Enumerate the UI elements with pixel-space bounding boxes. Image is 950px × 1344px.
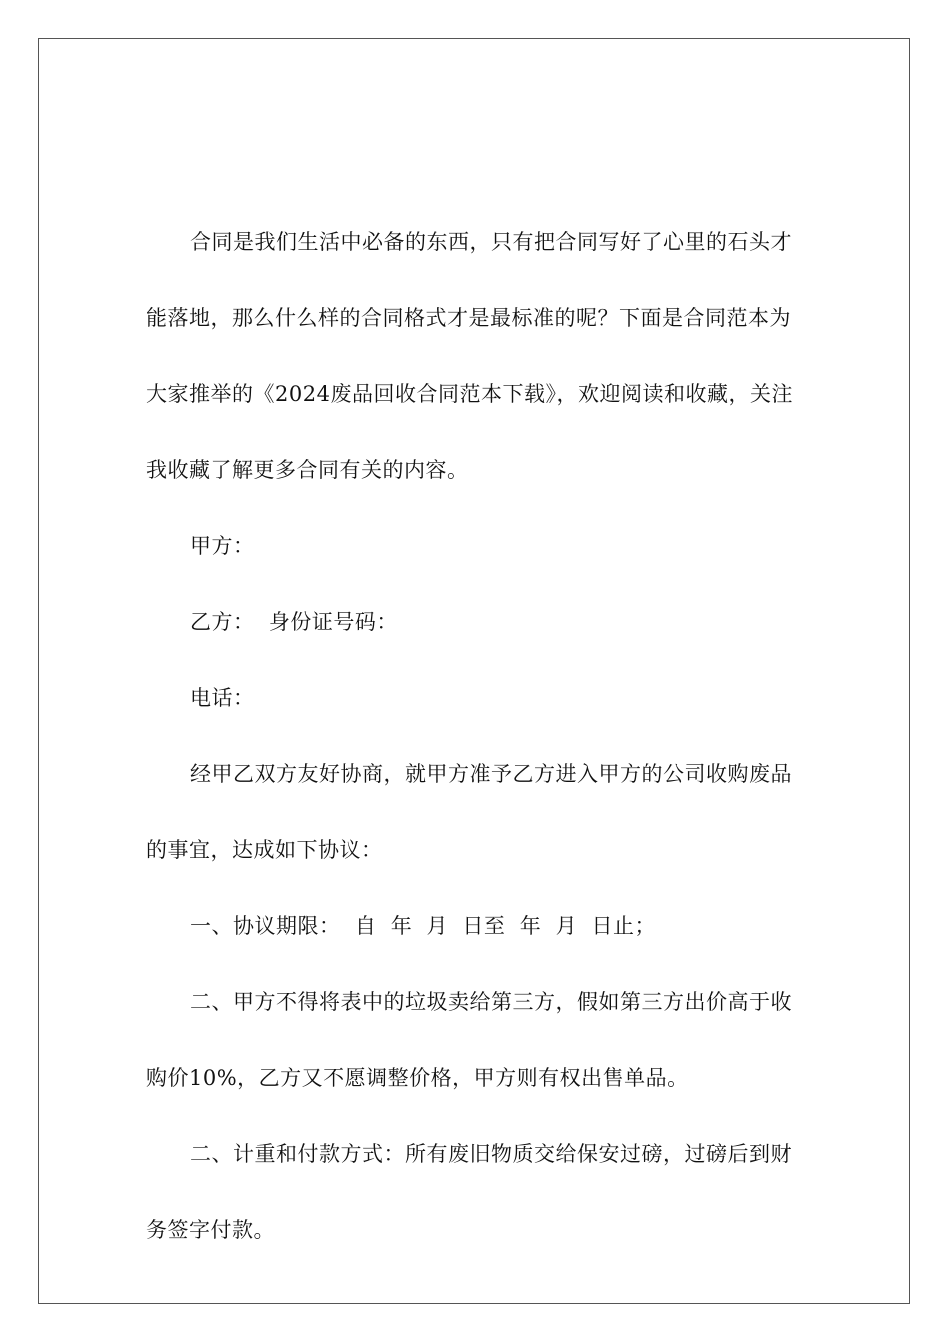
clause-term: 一、协议期限： 自 年 月 日至 年 月 日止； [190, 914, 656, 938]
intro-paragraph: 合同是我们生活中必备的东西，只有把合同写好了心里的石头才能落地，那么什么样的合同格式才是最标准的呢？下面是合同范本为大家推举的《2024废品回收合同范本下载》，欢迎阅读和收藏，关注我收藏了解更多合同有关的内容。 [146, 230, 793, 482]
document-body [146, 204, 806, 1268]
party-b-line: 乙方： 身份证号码： [190, 610, 398, 634]
clause-payment: 二、计重和付款方式：所有废旧物质交给保安过磅，过磅后到财务签字付款。 [146, 1142, 792, 1242]
party-a-line: 甲方： [190, 534, 255, 558]
clause-sale-restriction: 二、甲方不得将表中的垃圾卖给第三方，假如第三方出价高于收购价10%，乙方又不愿调整价格，甲方则有权出售单品。 [146, 990, 792, 1090]
agreement-preamble: 经甲乙双方友好协商，就甲方准予乙方进入甲方的公司收购废品的事宜，达成如下协议： [146, 762, 792, 862]
phone-line: 电话： [190, 686, 255, 710]
